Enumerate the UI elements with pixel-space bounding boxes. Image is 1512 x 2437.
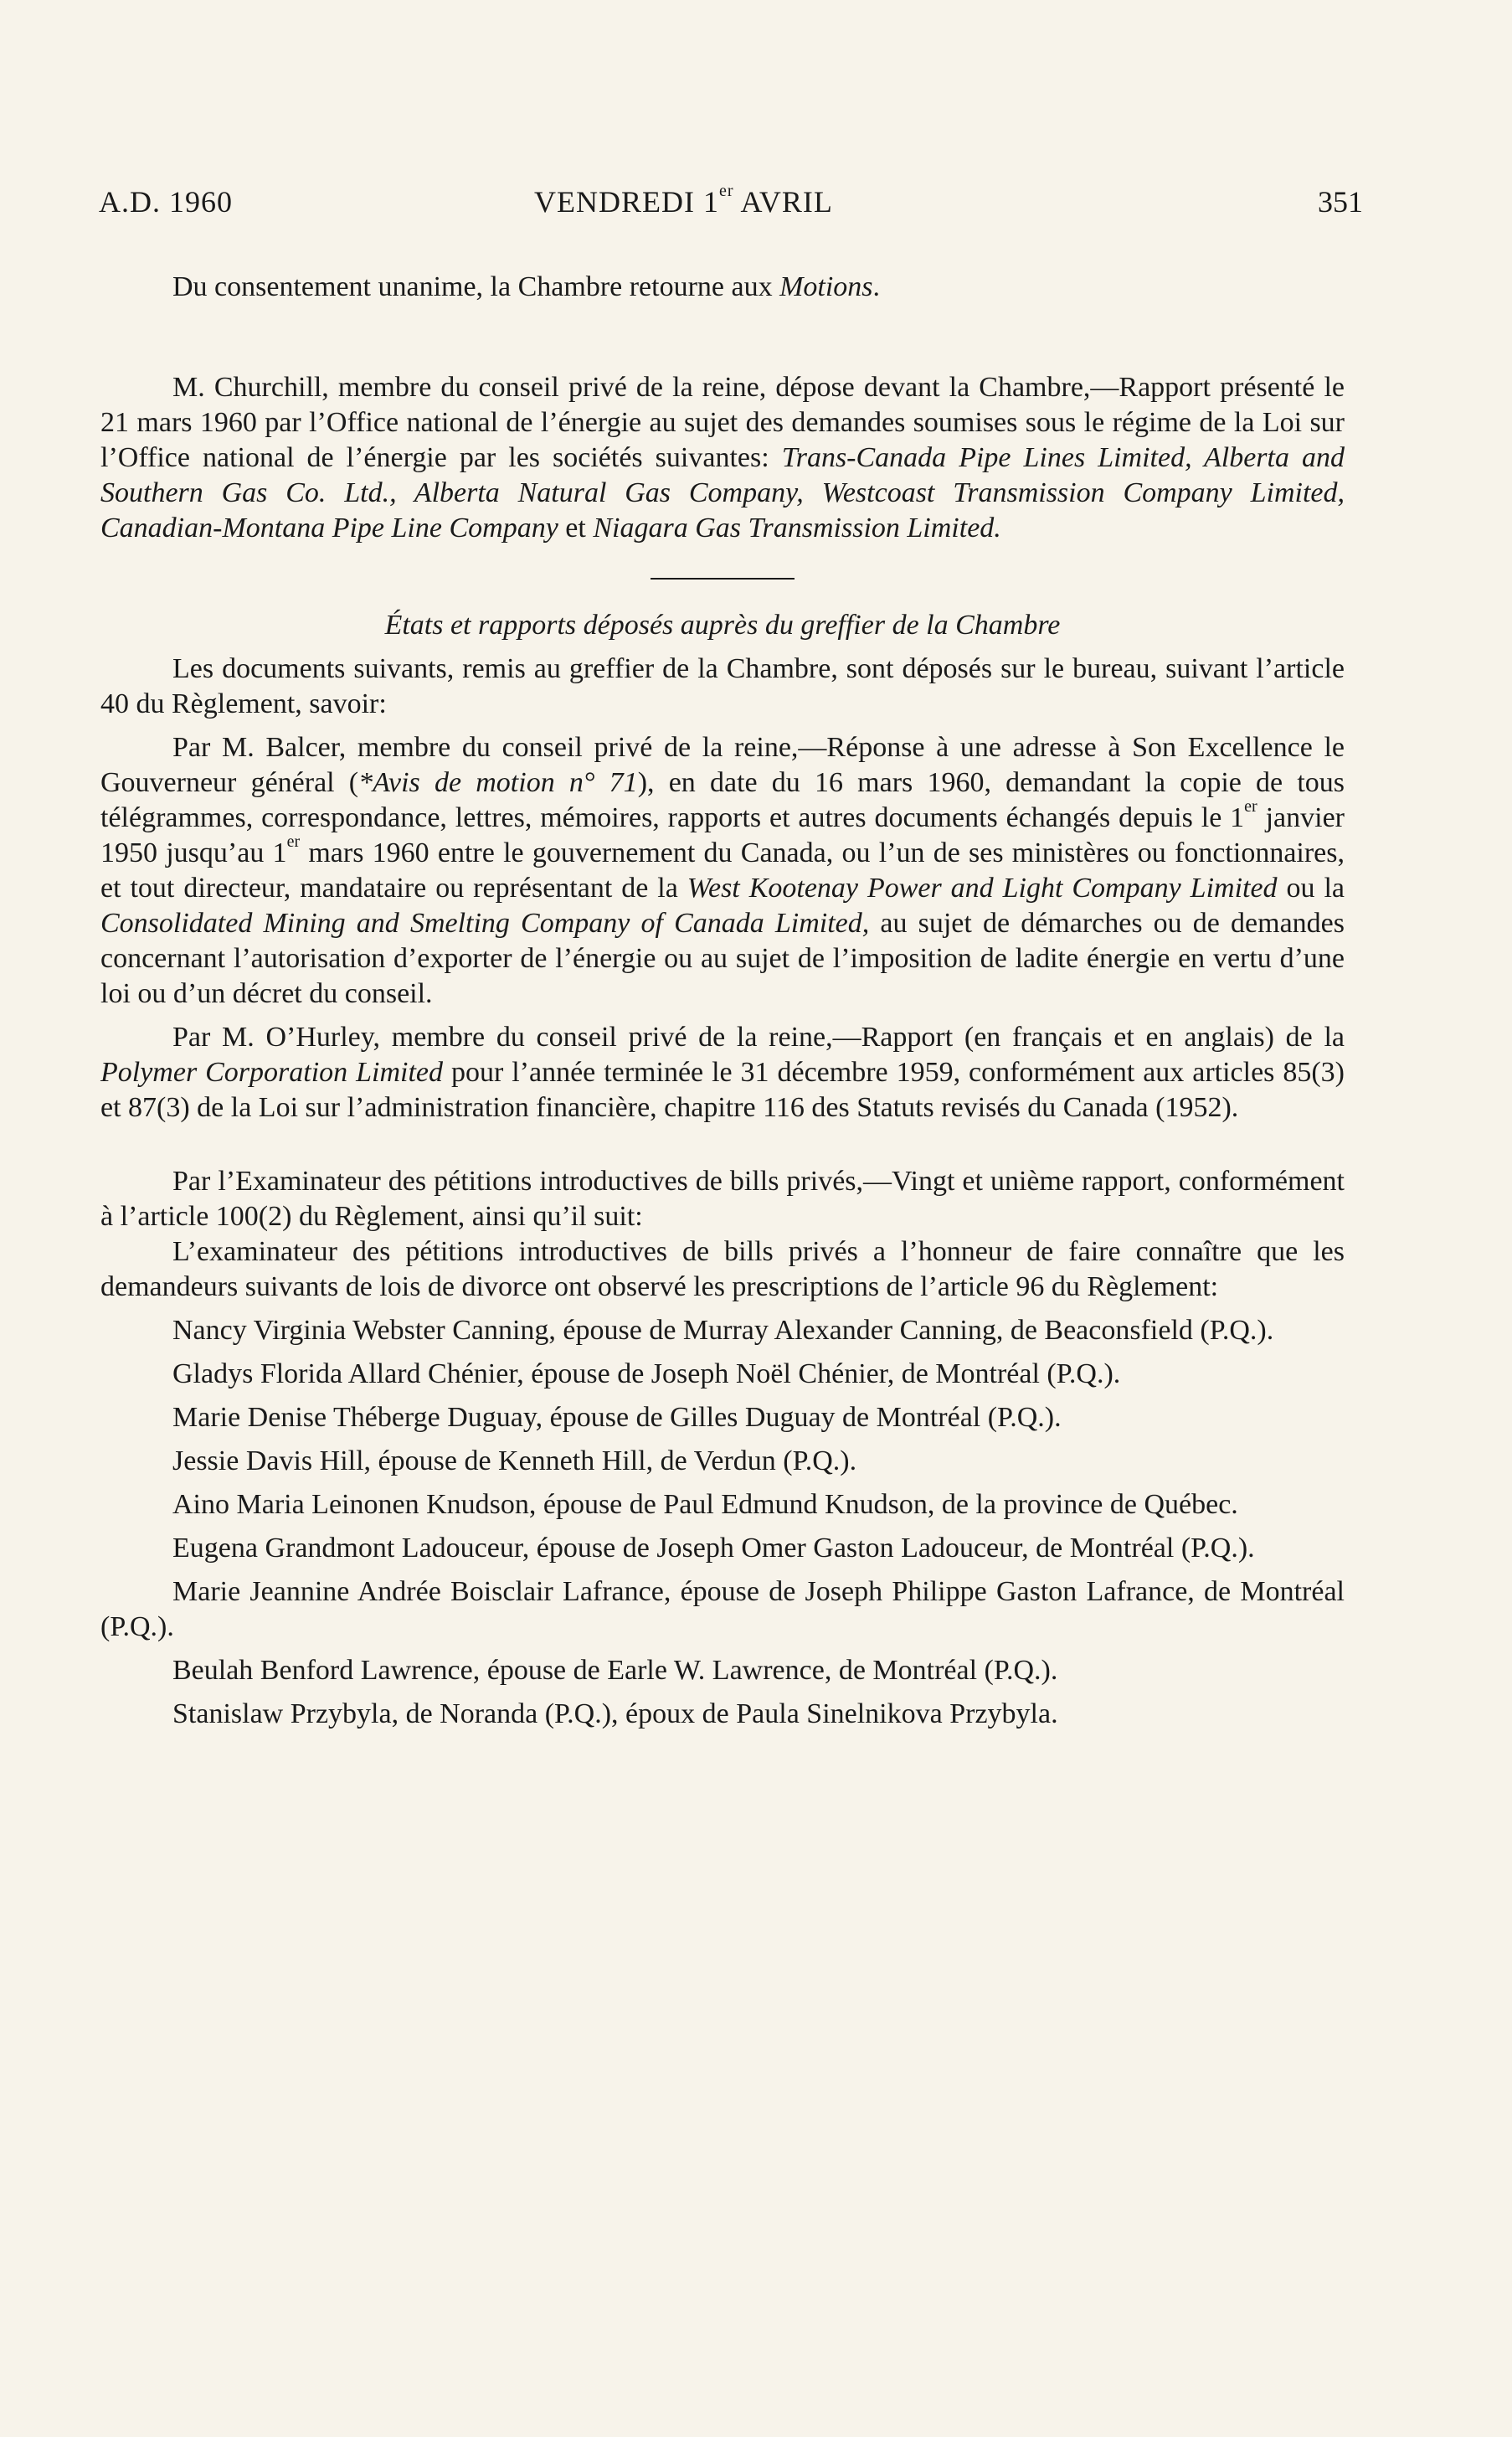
italic-run: *Avis de motion n° 71 (358, 767, 638, 798)
petitioner-item: Nancy Virginia Webster Canning, épouse de Murray Alexander Canning, de Beaconsfield (P.Q.). (172, 1315, 1274, 1346)
text-run: au sujet de démarches ou de demandes concernant l’autorisation d’exporter de l’énergie ou au sujet de l’imposition de ladite énergie en vertu d’une loi ou d’un décret du conseil. (100, 908, 1345, 1009)
section-divider (651, 578, 795, 580)
petitioner-item: Aino Maria Leinonen Knudson, épouse de Paul Edmund Knudson, de la province de Québec. (172, 1489, 1238, 1520)
header-date (534, 181, 833, 223)
superscript: er (1244, 796, 1257, 816)
petitioner-item: Beulah Benford Lawrence, épouse de Earle W. Lawrence, de Montréal (P.Q.). (172, 1655, 1058, 1686)
text-run: et (558, 513, 594, 544)
petitioner-item: Jessie Davis Hill, épouse de Kenneth Hill, de Verdun (P.Q.). (172, 1445, 857, 1476)
petitioner-item: Marie Denise Théberge Duguay, épouse de Gilles Duguay de Montréal (P.Q.). (172, 1402, 1062, 1433)
petitioner-item: Eugena Grandmont Ladouceur, épouse de Joseph Omer Gaston Ladouceur, de Montréal (P.Q.). (172, 1533, 1255, 1564)
page-body (100, 270, 1345, 1732)
text-run: . (872, 271, 881, 302)
text-run: M. Churchill, membre du conseil privé de la reine, dépose devant la Chambre,—Rapport présenté le 21 mars 1960 par l’Office national de l’énergie au sujet des demandes soumises sous le régime de la Loi sur l’Office national de l’énergie par les sociétés suivantes: (100, 372, 1345, 473)
text-run: janvier 1950 jusqu’au 1 (100, 802, 1345, 868)
paragraph-divorce-intro: L’examinateur des pétitions introductives de bills privés a l’honneur de faire connaître que les demandeurs suivants de lois de divorce ont observé les prescriptions de l’article 96 du Règlement: (100, 1236, 1345, 1302)
superscript: er (286, 832, 301, 851)
page-header (99, 181, 1363, 223)
italic-run: Polymer Corporation Limited (100, 1057, 443, 1088)
paragraph-documents: Les documents suivants, remis au greffier de la Chambre, sont déposés sur le bureau, suivant l’article 40 du Règlement, savoir: (100, 653, 1345, 719)
italic-run: Niagara Gas Transmission Limited. (593, 513, 1001, 544)
text-run: Par M. Balcer, membre du conseil privé de la reine,—Réponse à une adresse à Son Excellence le Gouverneur général ( (100, 732, 1345, 798)
italic-run: Consolidated Mining and Smelting Company of Canada Limited, (100, 908, 870, 939)
header-date-month: AVRIL (733, 185, 833, 219)
text-run: pour l’année terminée le 31 décembre 1959, conformément aux articles 85(3) et 87(3) de la Loi sur l’administration financière, chapitre 116 des Statuts revisés du Canada (1952). (100, 1057, 1345, 1123)
text-run: mars 1960 entre le gouvernement du Canada, ou l’un de ses ministères ou fonctionnaires, et tout directeur, mandataire ou représentant de la (100, 837, 1345, 904)
text-run: ou la (1277, 873, 1345, 904)
italic-run: Trans-Canada Pipe Lines Limited, Alberta and Southern Gas Co. Ltd., Alberta Natural Gas Company, Westcoast Transmission Company Limited, Canadian-Montana Pipe Line Company (100, 442, 1345, 544)
page-number: 351 (1318, 185, 1363, 219)
paragraph-examinateur: Par l’Examinateur des pétitions introductives de bills privés,—Vingt et unième rapport, conformément à l’article 100(2) du Règlement, ainsi qu’il suit: (100, 1166, 1345, 1232)
section-title: États et rapports déposés auprès du greffier de la Chambre (384, 610, 1061, 641)
header-year: A.D. 1960 (99, 185, 233, 219)
text-run: ), en date du 16 mars 1960, demandant la copie de tous télégrammes, correspondance, lettres, mémoires, rapports et autres documents échangés depuis le 1 (100, 767, 1345, 833)
header-date-main: VENDREDI 1 (534, 185, 719, 219)
paragraph-churchill (100, 370, 1345, 546)
paragraph-ohurley (100, 1020, 1345, 1126)
petitioner-item: Gladys Florida Allard Chénier, épouse de Joseph Noël Chénier, de Montréal (P.Q.). (172, 1358, 1121, 1389)
header-date-sup: er (718, 182, 734, 200)
paragraph-motions (100, 270, 1345, 305)
italic-run: West Kootenay Power and Light Company Limited (687, 873, 1278, 904)
paragraph-balcer (100, 730, 1345, 1012)
text-run: Du consentement unanime, la Chambre retourne aux (172, 271, 780, 302)
text-run: Par M. O’Hurley, membre du conseil privé de la reine,—Rapport (en français et en anglais) de la (172, 1022, 1345, 1053)
petitioner-item: Stanislaw Przybyla, de Noranda (P.Q.), époux de Paula Sinelnikova Przybyla. (172, 1698, 1058, 1729)
petitioner-item: Marie Jeannine Andrée Boisclair Lafrance, épouse de Joseph Philippe Gaston Lafrance, de Montréal (P.Q.). (100, 1576, 1345, 1642)
italic-run: Motions (779, 271, 873, 302)
